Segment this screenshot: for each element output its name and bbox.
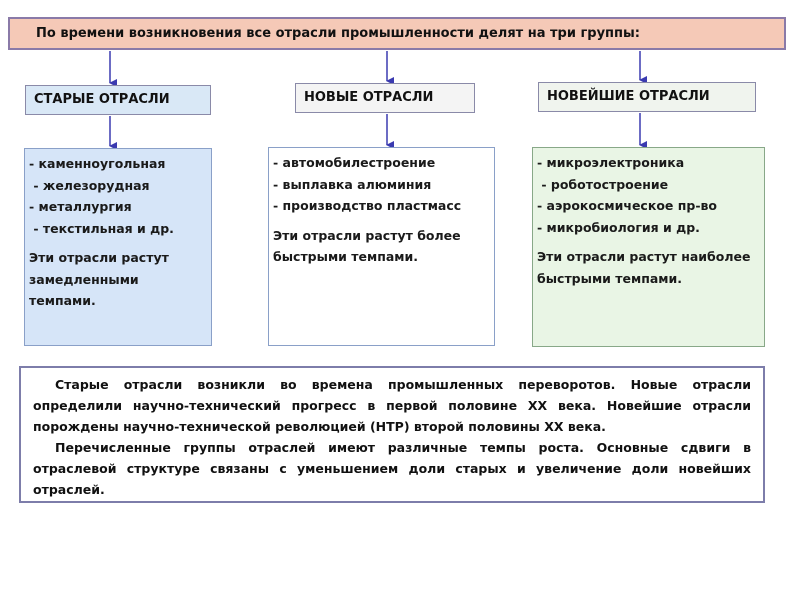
- header-newest-industries: НОВЕЙШИЕ ОТРАСЛИ: [538, 82, 756, 112]
- list-item: - микробиология и др.: [537, 219, 700, 235]
- list-item: - производство пластмасс: [273, 198, 462, 213]
- list-item: - металлургия: [29, 199, 132, 214]
- list-item: - текстильная и др.: [29, 220, 174, 236]
- header-old-industries: СТАРЫЕ ОТРАСЛИ: [25, 85, 211, 115]
- summary-paragraph-2: Перечисленные группы отраслей имеют различные темпы роста. Основные сдвиги в отраслевой структуре связаны с уменьшением доли старых и увеличение доли новейших отраслей.: [33, 440, 751, 497]
- old-industries-box: [24, 148, 212, 346]
- list-item: - микроэлектроника: [537, 155, 685, 170]
- new-industries-box: [268, 147, 495, 346]
- list-item: - аэрокосмическое пр-во: [537, 198, 718, 213]
- summary-paragraph-1: Старые отрасли возникли во времена промышленных переворотов. Новые отрасли определили научно-технический прогресс в первой половине XX века. Новейшие отрасли порождены научно-технической революцией (НТР) второй половины XX века.: [33, 377, 751, 434]
- growth-note: Эти отрасли растут более быстрыми темпами.: [273, 227, 461, 264]
- diagram-title: По времени возникновения все отрасли промышленности делят на три группы:: [8, 17, 786, 50]
- list-item: - железорудная: [29, 177, 150, 193]
- growth-note: Эти отрасли растут наиболее быстрыми темпами.: [537, 249, 751, 286]
- header-new-industries: НОВЫЕ ОТРАСЛИ: [295, 83, 475, 113]
- list-item: - автомобилестроение: [273, 155, 436, 170]
- growth-note: Эти отрасли растут замедленными темпами.: [29, 250, 169, 308]
- list-item: - каменноугольная: [29, 156, 166, 171]
- list-item: - роботостроение: [537, 176, 669, 192]
- newest-industries-box: [532, 147, 765, 347]
- list-item: - выплавка алюминия: [273, 176, 432, 192]
- summary-box: [19, 366, 765, 503]
